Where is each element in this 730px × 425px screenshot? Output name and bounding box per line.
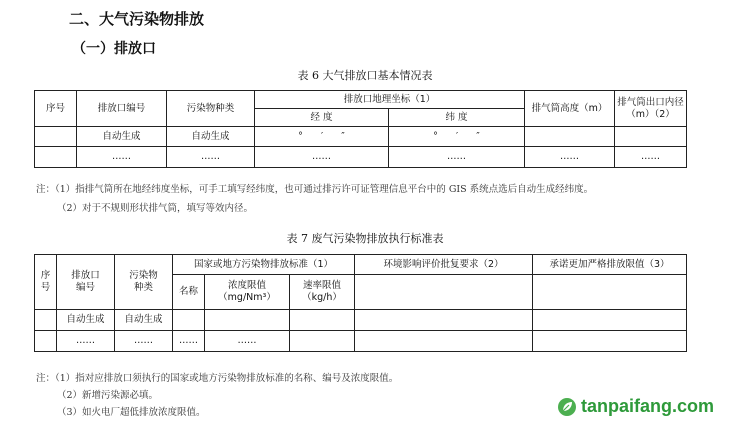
col-eia-blank — [355, 275, 533, 310]
col-stricter-blank — [533, 275, 687, 310]
col-no: 序号 — [35, 91, 77, 127]
watermark-logo — [558, 396, 714, 417]
cell-no — [35, 310, 57, 331]
table7-note-2: （2）新增污染源必填。 — [57, 390, 159, 401]
cell-stricter-limit — [533, 331, 687, 352]
col-conc-limit: 浓度限值 （mg/Nm³） — [205, 275, 290, 310]
watermark-text: tanpaifang.com — [580, 396, 714, 416]
cell-pollutant-type: …… — [115, 331, 173, 352]
cell-no — [35, 127, 77, 147]
cell-outlet-code: …… — [57, 331, 115, 352]
cell-rate-limit — [290, 310, 355, 331]
col-coords: 排放口地理坐标（1） — [255, 91, 525, 109]
table7-note-1: 注：（1）指对应排放口须执行的国家或地方污染物排放标准的名称、编号及浓度限值。 — [36, 373, 399, 384]
cell-std-name — [173, 310, 205, 331]
col-diameter-line1: 排气筒出口内径 — [617, 96, 684, 108]
col-latitude: 纬 度 — [389, 109, 525, 127]
col-height: 排气筒高度（m） — [525, 91, 615, 127]
col-outlet-code: 排放口 编号 — [57, 255, 115, 310]
table7-note-3: （3）如火电厂超低排放浓度限值。 — [57, 407, 206, 418]
table6-note-1: 注：（1）指排气筒所在地经纬度坐标，可手工填写经纬度，也可通过排污许可证管理信息平台中的 GIS 系统点选后自动生成经纬度。 — [36, 184, 594, 195]
col-pollutant-type: 污染物 种类 — [115, 255, 173, 310]
col-diameter-line2: （m）（2） — [626, 108, 675, 120]
col-longitude: 经 度 — [255, 109, 389, 127]
cell-latitude: …… — [389, 147, 525, 168]
cell-diameter — [615, 127, 687, 147]
cell-pollutant-type: 自动生成 — [167, 127, 255, 147]
col-outlet-code: 排放口编号 — [77, 91, 167, 127]
col-std-name: 名称 — [173, 275, 205, 310]
col-national-standard: 国家或地方污染物排放标准（1） — [173, 255, 355, 275]
table-row — [35, 310, 687, 331]
cell-height — [525, 127, 615, 147]
cell-eia — [355, 310, 533, 331]
cell-longitude: …… — [255, 147, 389, 168]
cell-eia — [355, 331, 533, 352]
col-pollutant-type: 污染物种类 — [167, 91, 255, 127]
table6-caption: 表 6 大气排放口基本情况表 — [297, 69, 433, 82]
col-no: 序 号 — [35, 255, 57, 310]
cell-no — [35, 331, 57, 352]
cell-diameter: …… — [615, 147, 687, 168]
cell-pollutant-type: …… — [167, 147, 255, 168]
cell-std-name: …… — [173, 331, 205, 352]
cell-pollutant-type: 自动生成 — [115, 310, 173, 331]
cell-rate-limit — [290, 331, 355, 352]
col-stricter-limit: 承诺更加严格排放限值（3） — [533, 255, 687, 275]
section-heading: 二、大气污染物排放 — [69, 10, 205, 28]
table6-note-2: （2）对于不规则形状排气筒，填写等效内径。 — [57, 203, 254, 214]
table-row — [35, 331, 687, 352]
cell-no — [35, 147, 77, 168]
table-row — [35, 147, 687, 168]
subsection-heading: （一）排放口 — [72, 41, 156, 57]
col-diameter — [615, 91, 687, 127]
table-row — [35, 127, 687, 147]
col-rate-limit: 速率限值 （kg/h） — [290, 275, 355, 310]
cell-outlet-code: 自动生成 — [77, 127, 167, 147]
leaf-logo-icon — [558, 398, 576, 416]
cell-stricter-limit — [533, 310, 687, 331]
cell-longitude: ° ′ ″ — [255, 127, 389, 147]
table7 — [34, 254, 687, 352]
cell-conc-limit: …… — [205, 331, 290, 352]
cell-conc-limit — [205, 310, 290, 331]
cell-outlet-code: 自动生成 — [57, 310, 115, 331]
col-eia: 环境影响评价批复要求（2） — [355, 255, 533, 275]
cell-outlet-code: …… — [77, 147, 167, 168]
cell-latitude: ° ′ ″ — [389, 127, 525, 147]
cell-height: …… — [525, 147, 615, 168]
table6 — [34, 90, 687, 168]
table7-caption: 表 7 废气污染物排放执行标准表 — [286, 232, 444, 245]
